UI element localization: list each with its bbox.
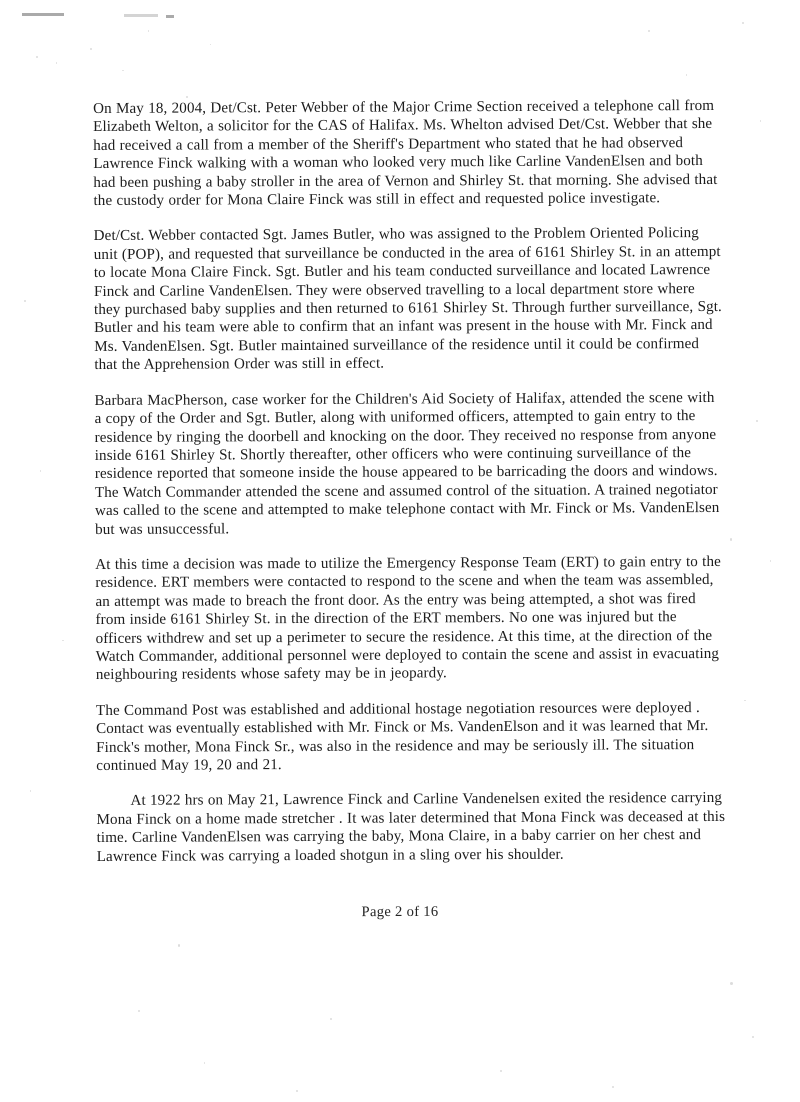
scan-artifact-mark-b — [166, 15, 174, 18]
page-number-label: Page 2 of 16 — [361, 903, 439, 921]
paragraph: At this time a decision was made to utilize the Emergency Response Team (ERT) to gain entry to the residence. ERT members were contacted to respond to the scene and when the team was assembled, an attempt was made to breach the front door. As the entry was being attempted, a shot was fired from inside 6161 Shirley St. in the direction of the ERT members. No one was injured but the officers withdrew and set up a perimeter to secure the residence. At this time, at the direction of the Watch Commander, additional personnel were deployed to contain the scene and assist in evacuating neighbouring residents whose safety may be in jeopardy. — [95, 553, 721, 684]
paragraph: On May 18, 2004, Det/Cst. Peter Webber of the Major Crime Section received a telephone call from Elizabeth Welton, a solicitor for the CAS of Halifax. Ms. Whelton advised Det/Cst. Webber that she had received a call from a member of the Sheriff's Department who stated that he had observed Lawrence Finck walking with a woman who looked very much like Carline VandenElsen and both had been pushing a baby stroller in the area of Vernon and Shirley St. that morning. She advised that the custody order for Mona Claire Finck was still in effect and requested police investigate. — [93, 97, 718, 210]
page-footer — [0, 902, 800, 923]
document-body — [93, 97, 727, 866]
paragraph: Det/Cst. Webber contacted Sgt. James Butler, who was assigned to the Problem Oriented Policing unit (POP), and requested that surveillance be conducted in the area of 6161 Shirley St. in an attempt to locate Mona Claire Finck. Sgt. Butler and his team conducted surveillance and located Lawrence Finck and Carline VandenElsen. They were observed travelling to a local department store where they purchased baby supplies and then returned to 6161 Shirley St. Through further surveillance, Sgt. Butler and his team were able to confirm that an infant was present in the house with Mr. Finck and Ms. VandenElsen. Sgt. Butler maintained surveillance of the residence until it could be confirmed that the Apprehension Order was still in effect. — [93, 225, 722, 374]
paragraph: The Command Post was established and additional hostage negotiation resources were deployed . Contact was eventually established with Mr. Finck or Ms. VandenElson and it was learned that Mr. Finck's mother, Mona Finck Sr., was also in the residence and may be seriously ill. The situation continued May 19, 20 and 21. — [95, 699, 709, 774]
paragraph: Barbara MacPherson, case worker for the Children's Aid Society of Halifax, attended the scene with a copy of the Order and Sgt. Butler, along with uniformed officers, attempted to gain entry to the residence by ringing the doorbell and knocking on the door. They received no response from anyone inside 6161 Shirley St. Shortly thereafter, other officers who were continuing surveillance of the residence reported that someone inside the house appeared to be barricading the doors and windows. The Watch Commander attended the scene and assumed control of the situation. A trained negotiator was called to the scene and attempted to make telephone contact with Mr. Finck or Ms. VandenElsen but was unsuccessful. — [94, 389, 720, 538]
scan-artifact-smudge — [22, 13, 64, 16]
paragraph: At 1922 hrs on May 21, Lawrence Finck and Carline Vandenelsen exited the residence carrying Mona Finck on a home made stretcher . It was later determined that Mona Finck was deceased at this time. Carline VandenElsen was carrying the baby, Mona Claire, in a baby carrier on her chest and Lawrence Finck was carrying a loaded shotgun in a sling over his shoulder. — [96, 790, 726, 865]
scan-artifact-mark-a — [124, 14, 158, 17]
